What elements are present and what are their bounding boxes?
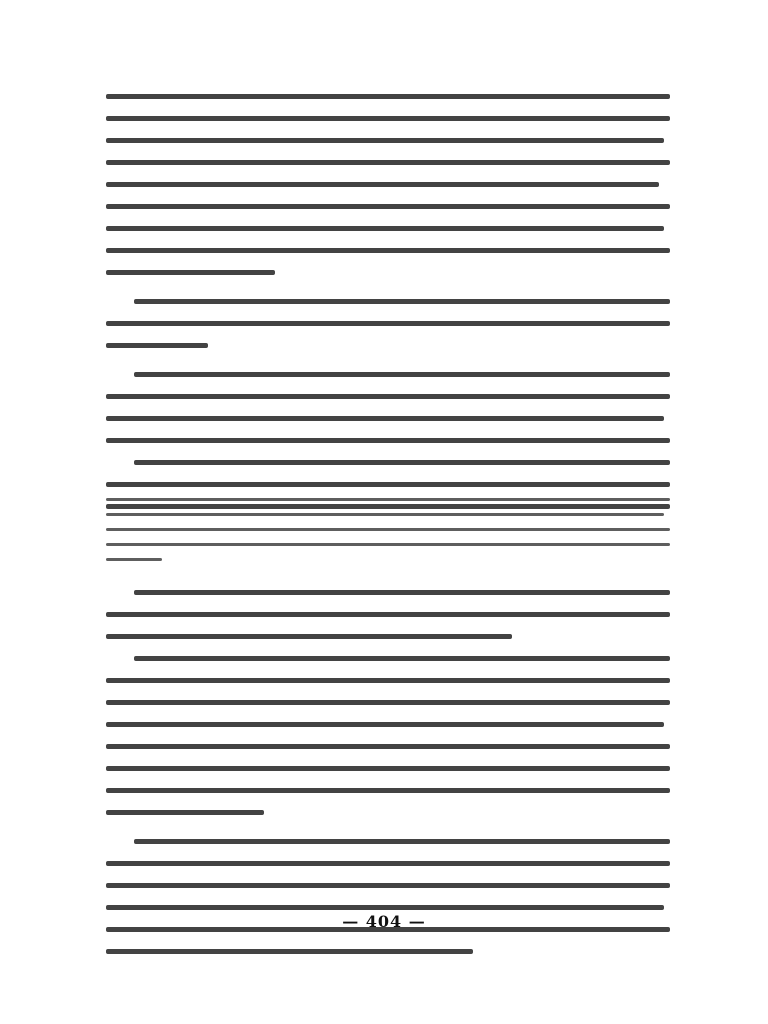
text-line: [106, 678, 670, 683]
text-line: [106, 612, 670, 617]
text-line: [106, 482, 670, 487]
text-line: [134, 590, 670, 595]
text-line: [106, 528, 670, 531]
text-line: [106, 321, 670, 326]
text-line: [106, 949, 473, 954]
text-line: [106, 498, 670, 501]
text-line: [106, 513, 664, 516]
text-line: [134, 299, 670, 304]
text-line: [106, 160, 670, 165]
main-text-block: [106, 94, 670, 533]
footnote-block: [106, 498, 670, 583]
text-line: [106, 270, 275, 275]
text-line: [134, 372, 670, 377]
text-line: [106, 182, 659, 187]
text-line: [106, 883, 670, 888]
text-line: [106, 116, 670, 121]
text-line: [106, 543, 670, 546]
text-line: [106, 438, 670, 443]
text-line: [106, 204, 670, 209]
text-line: [106, 416, 664, 421]
text-line: [106, 634, 512, 639]
text-line: [106, 558, 162, 561]
text-line: [106, 788, 670, 793]
text-line: [134, 460, 670, 465]
text-line: [106, 744, 670, 749]
text-line: [134, 839, 670, 844]
text-line: [106, 394, 670, 399]
page-number: — 404 —: [342, 912, 426, 931]
text-line: [106, 248, 670, 253]
text-line: [106, 94, 670, 99]
text-line: [106, 905, 664, 910]
text-line: [106, 226, 664, 231]
text-line: [106, 810, 264, 815]
text-line: [134, 656, 670, 661]
text-line: [106, 700, 670, 705]
text-line: [106, 138, 664, 143]
text-line: [106, 722, 664, 727]
text-line: [106, 766, 670, 771]
text-line: [106, 861, 670, 866]
text-line: [106, 343, 208, 348]
